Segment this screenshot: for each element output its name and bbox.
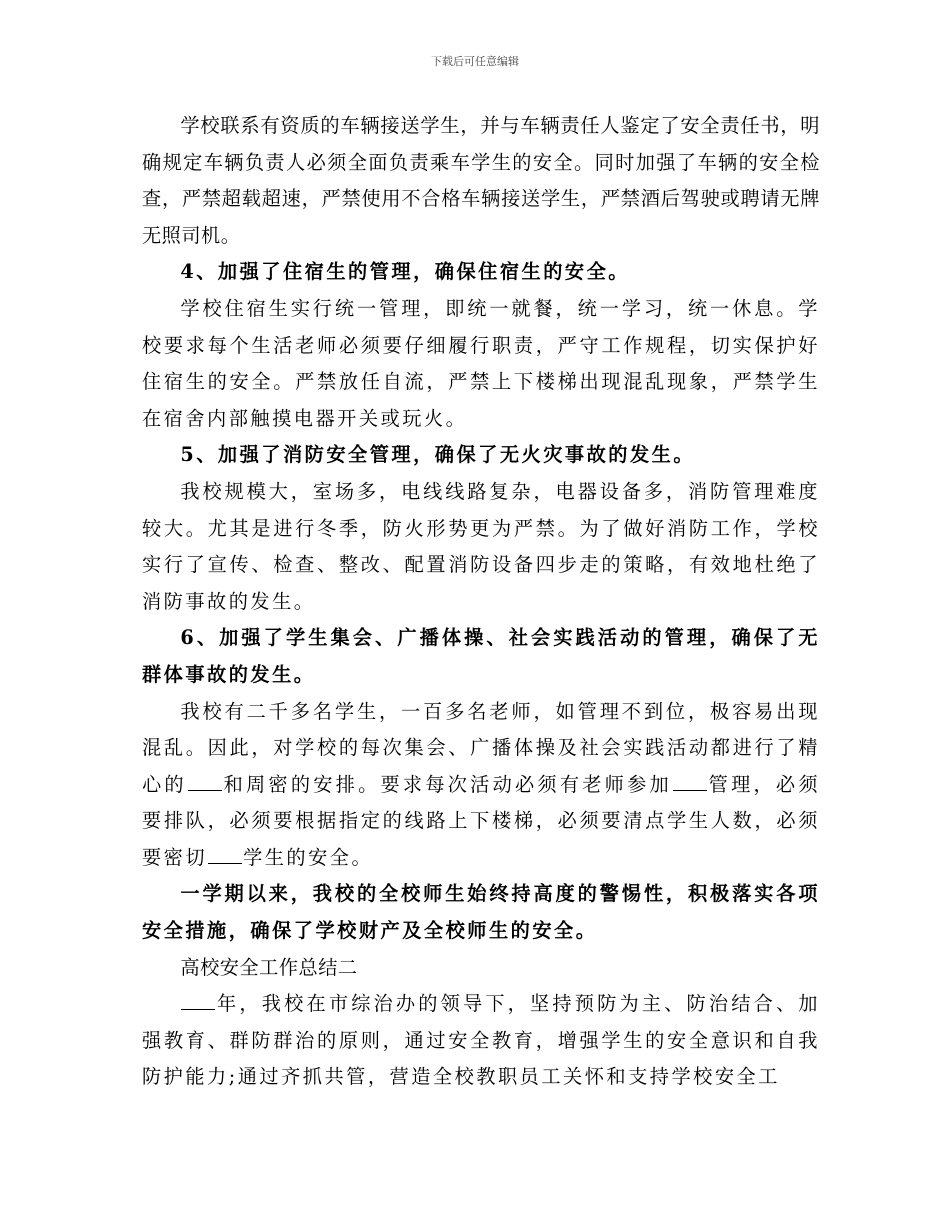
heading-assembly-management: 6、加强了学生集会、广播体操、社会实践活动的管理，确保了无群体事故的发生。 xyxy=(142,626,820,686)
paragraph-assembly-part-2: 和周密的安排。要求每次活动必须有老师参加 xyxy=(222,772,672,796)
blank-underline xyxy=(181,989,215,1010)
paragraph-assembly-part-3: 管理，必须要排队，必须要根据指定的线路上下楼梯，必须要清点学生人数，必须要密切 xyxy=(142,772,821,869)
blank-underline xyxy=(673,770,707,791)
document-body xyxy=(142,108,820,1096)
heading-fire-safety: 5、加强了消防安全管理，确保了无火灾事故的发生。 xyxy=(180,443,696,467)
paragraph-summary: 一学期以来，我校的全校师生始终持高度的警惕性，积极落实各项安全措施，确保了学校财产及全校师生的安全。 xyxy=(142,882,820,943)
paragraph-assembly-part-4: 学生的安全。 xyxy=(243,845,374,869)
paragraph-section-2-text: 年，我校在市综治办的领导下，坚持预防为主、防治结合、加强教育、群防群治的原则，通过安全教育，增强学生的安全意识和自我防护能力;通过齐抓共管，营造全校教职员工关怀和支持学校安全工 xyxy=(142,992,820,1089)
heading-dormitory-management: 4、加强了住宿生的管理，确保住宿生的安全。 xyxy=(180,260,630,284)
paragraph-vehicle-safety: 学校联系有资质的车辆接送学生，并与车辆责任人鉴定了安全责任书，明确规定车辆负责人必须全面负责乘车学生的安全。同时加强了车辆的安全检查，严禁超载超速，严禁使用不合格车辆接送学生，严禁酒后驾驶或聘请无牌无照司机。 xyxy=(142,114,820,247)
blank-underline xyxy=(188,770,222,791)
paragraph-dormitory: 学校住宿生实行统一管理，即统一就餐，统一学习，统一休息。学校要求每个生活老师必须要仔细履行职责，严守工作规程，切实保护好住宿生的安全。严禁放任自流，严禁上下楼梯出现混乱现象，严禁学生在宿舍内部触摸电器开关或玩火。 xyxy=(142,296,820,430)
section-title-2: 高校安全工作总结二 xyxy=(180,955,358,979)
paragraph-assembly-part-1: 我校有二千多名学生，一百多名老师，如管理不到位，极容易出现混乱。因此，对学校的每次集会、广播体操及社会实践活动都进行了精心的 xyxy=(142,699,820,796)
paragraph-fire-safety: 我校规模大，室场多，电线线路复杂，电器设备多，消防管理难度较大。尤其是进行冬季，防火形势更为严禁。为了做好消防工作，学校实行了宣传、检查、整改、配置消防设备四步走的策略，有效地杜绝了消防事故的发生。 xyxy=(142,479,820,613)
paragraph-section-2-intro xyxy=(142,986,820,1096)
blank-underline xyxy=(208,843,242,864)
page-header: 下载后可任意编辑 xyxy=(431,55,519,68)
paragraph-assembly xyxy=(142,694,820,877)
